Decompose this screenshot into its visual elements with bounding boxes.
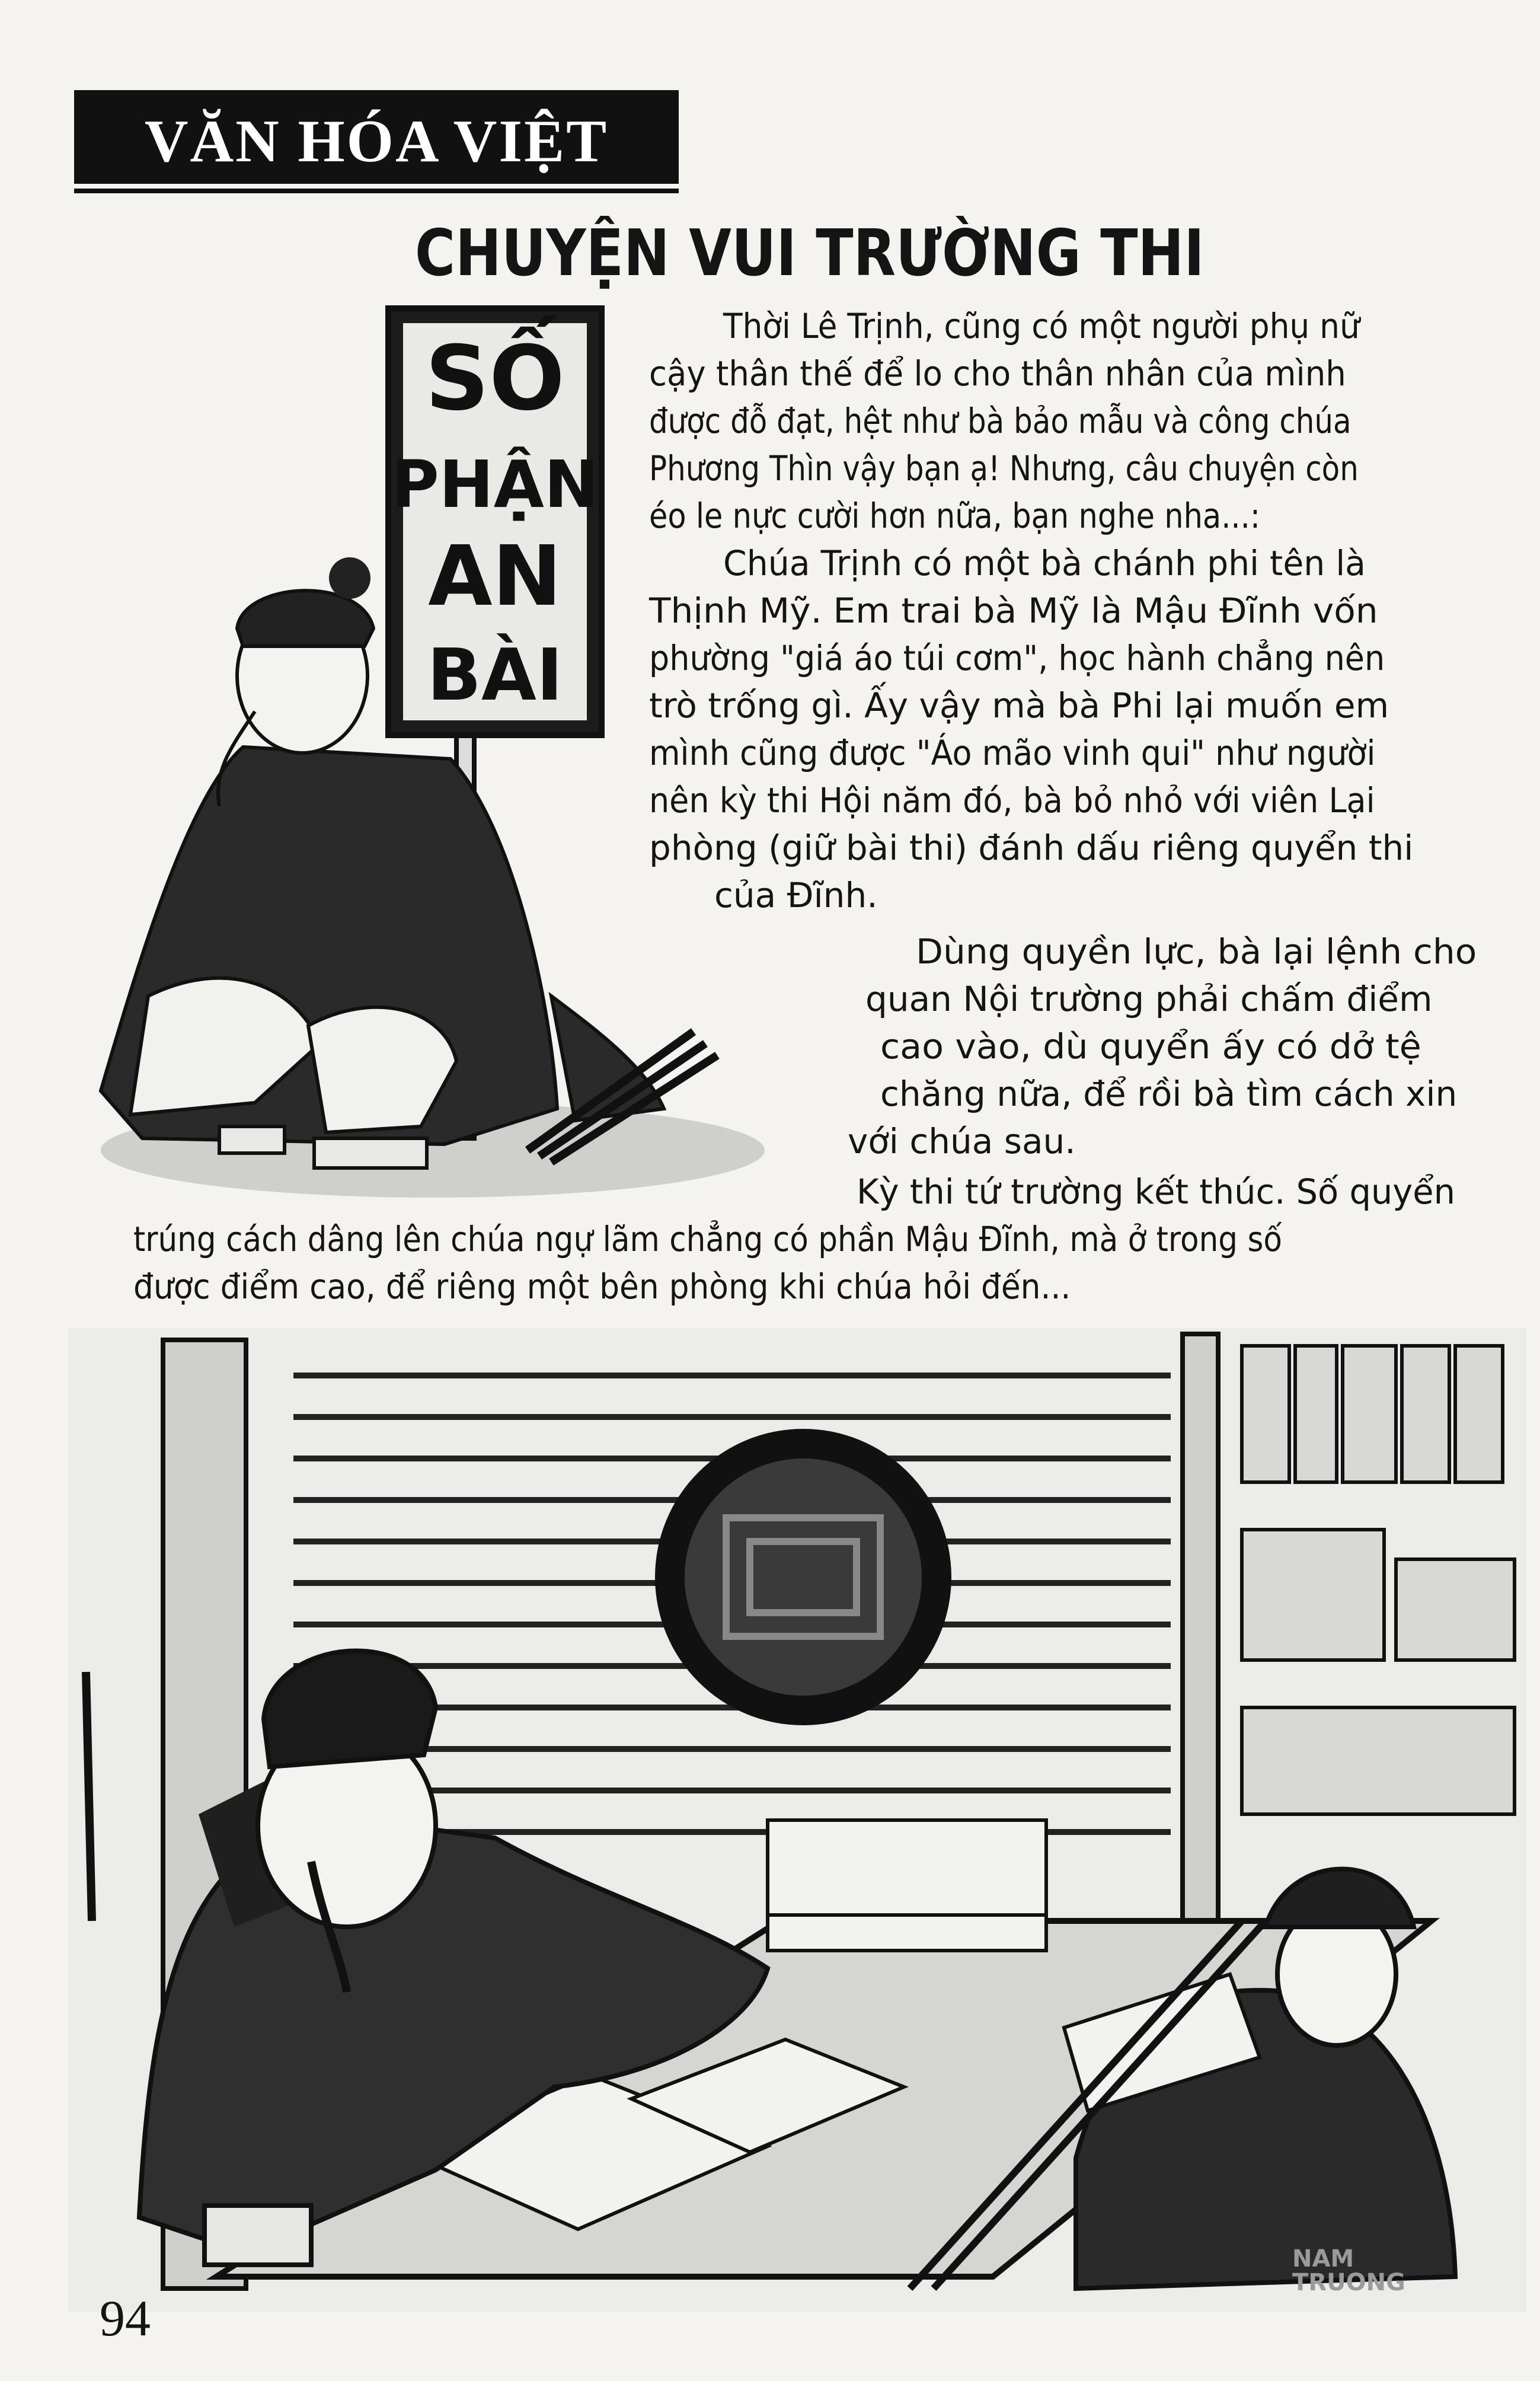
text-line: Dùng quyền lực, bà lại lệnh cho bbox=[916, 931, 1477, 972]
section-banner bbox=[74, 90, 679, 184]
palace-exam-illustration bbox=[68, 1328, 1526, 2312]
text-line: quan Nội trường phải chấm điểm bbox=[865, 979, 1433, 1019]
text-line: Thời Lê Trịnh, cũng có một người phụ nữ bbox=[723, 306, 1360, 346]
watermark-line: NAM bbox=[1292, 2245, 1354, 2273]
text-line: mình cũng được "Áo mão vinh qui" như người bbox=[649, 733, 1376, 773]
text-line: phường "giá áo túi cơm", học hành chẳng nên bbox=[649, 638, 1385, 678]
article-title: CHUYỆN VUI TRƯỜNG THI bbox=[415, 216, 1204, 291]
text-line: chăng nữa, để rồi bà tìm cách xin bbox=[880, 1074, 1458, 1114]
text-line: được đỗ đạt, hệt như bà bảo mẫu và công chúa bbox=[649, 401, 1352, 441]
text-line: được điểm cao, để riêng một bên phòng khi chúa hỏi đến... bbox=[133, 1266, 1071, 1307]
text-line: của Đĩnh. bbox=[714, 875, 878, 915]
text-line: Thịnh Mỹ. Em trai bà Mỹ là Mậu Đĩnh vốn bbox=[649, 591, 1378, 631]
text-line: cao vào, dù quyển ấy có dở tệ bbox=[880, 1026, 1421, 1067]
text-line: éo le nực cười hơn nữa, bạn nghe nha...: bbox=[649, 496, 1261, 536]
sign-text-line: SỐ bbox=[425, 327, 565, 430]
text-line: trúng cách dâng lên chúa ngự lãm chẳng có phần Mậu Đĩnh, mà ở trong số bbox=[133, 1219, 1282, 1259]
sign-text-line: PHẬN bbox=[391, 446, 599, 522]
text-line: trò trống gì. Ấy vậy mà bà Phi lại muốn em bbox=[649, 685, 1389, 726]
publisher-watermark bbox=[1292, 2247, 1405, 2294]
text-line: phòng (giữ bài thi) đánh dấu riêng quyển thi bbox=[649, 828, 1414, 868]
text-line: với chúa sau. bbox=[848, 1121, 1076, 1161]
sign-text-line: AN bbox=[428, 528, 562, 625]
page-number: 94 bbox=[100, 2290, 151, 2347]
banner-rule bbox=[74, 189, 679, 193]
text-line: Chúa Trịnh có một bà chánh phi tên là bbox=[723, 543, 1366, 583]
text-line: cậy thân thế để lo cho thân nhân của mình bbox=[649, 353, 1346, 394]
watermark-line: TRUONG bbox=[1292, 2269, 1405, 2296]
text-line: Kỳ thi tứ trường kết thúc. Số quyển bbox=[857, 1172, 1455, 1212]
text-line: Phương Thìn vậy bạn ạ! Nhưng, câu chuyện còn bbox=[649, 448, 1359, 489]
sign-text-line: BÀI bbox=[427, 634, 563, 717]
text-line: nên kỳ thi Hội năm đó, bà bỏ nhỏ với viên Lại bbox=[649, 780, 1375, 821]
section-banner-label: VĂN HÓA VIỆT bbox=[144, 108, 609, 175]
